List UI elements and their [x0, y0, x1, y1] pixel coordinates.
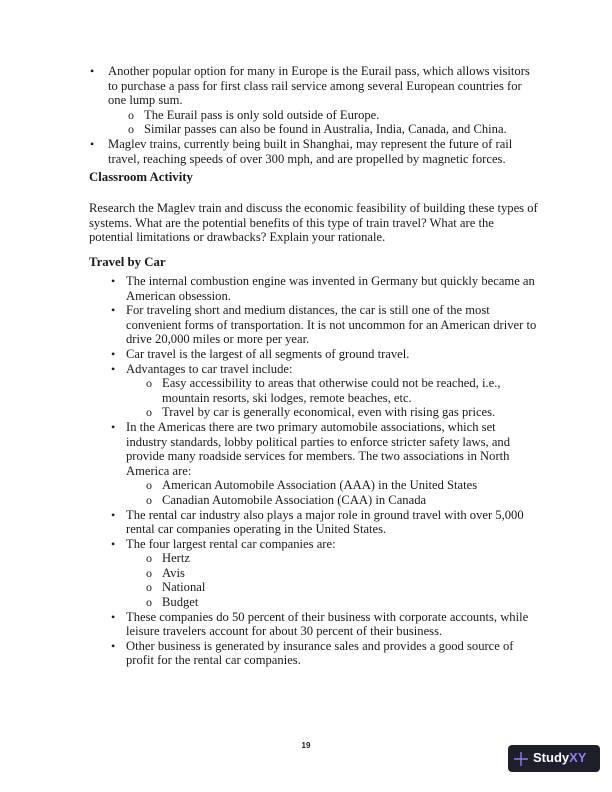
circle-bullet-icon: o	[146, 492, 152, 507]
list-item	[0, 639, 540, 668]
bullet-icon: •	[90, 136, 95, 151]
list-item-text: Another popular option for many in Europe is the Eurail pass, which allows visitors to purchase a pass for first class rail service among several European countries for one lump sum.	[108, 64, 530, 108]
sub-list-item	[0, 376, 542, 405]
sub-list-item-text: American Automobile Association (AAA) in the United States	[162, 478, 478, 493]
list-item-text: The rental car industry also plays a major role in ground travel with over 5,000 rental car companies operating in the United States.	[126, 507, 524, 537]
list-item	[0, 347, 540, 362]
sub-list-item-text: Hertz	[162, 551, 190, 566]
studyxy-logo	[508, 745, 600, 772]
circle-bullet-icon: o	[128, 122, 134, 137]
classroom-activity-body: Research the Maglev train and discuss the economic feasibility of building these types of systems. What are the potential benefits of this type of train travel? What are the potential limitations or drawbacks? Explain your rationale.	[89, 201, 538, 245]
sub-list-item	[0, 478, 542, 493]
sub-list-item	[0, 122, 544, 137]
sub-list-item-text: Travel by car is generally economical, even with rising gas prices.	[162, 405, 496, 420]
circle-bullet-icon: o	[128, 107, 134, 122]
list-item	[0, 508, 540, 537]
bullet-icon: •	[111, 419, 116, 434]
sub-list-item	[0, 580, 542, 595]
list-item	[0, 64, 540, 108]
logo-text-accent: XY	[569, 750, 587, 766]
list-item-text: Other business is generated by insurance sales and provides a good source of profit for the rental car companies.	[126, 638, 514, 668]
sub-list-item-text: Easy accessibility to areas that otherwise could not be reached, i.e., mountain resorts, ski lodges, remote beaches, etc.	[162, 376, 501, 405]
sub-list-item	[0, 493, 542, 508]
sub-list-item-text: Budget	[162, 595, 199, 610]
sub-list-item-text: Canadian Automobile Association (CAA) in Canada	[162, 492, 427, 507]
page-number: 19	[301, 741, 311, 750]
circle-bullet-icon: o	[146, 405, 152, 420]
bullet-icon: •	[111, 507, 116, 522]
sub-list-item	[0, 405, 542, 420]
circle-bullet-icon: o	[146, 551, 152, 566]
list-item-text: The four largest rental car companies are:	[126, 536, 336, 551]
list-item-text: Advantages to car travel include:	[126, 361, 293, 376]
list-item-text: These companies do 50 percent of their business with corporate accounts, while leisure travelers account for about 30 percent of their business.	[126, 609, 529, 639]
circle-bullet-icon: o	[146, 580, 152, 595]
classroom-activity-heading: Classroom Activity	[89, 170, 193, 184]
list-item	[0, 303, 540, 347]
bullet-icon: •	[111, 638, 116, 653]
list-item	[0, 362, 540, 377]
list-item	[0, 537, 540, 552]
list-item	[0, 274, 540, 303]
travel-by-car-heading: Travel by Car	[89, 255, 166, 269]
sub-list-item-text: The Eurail pass is only sold outside of Europe.	[144, 107, 380, 122]
sub-list-item	[0, 551, 542, 566]
list-item	[0, 420, 540, 478]
rail-bullet-list	[0, 64, 612, 166]
circle-bullet-icon: o	[146, 565, 152, 580]
list-item-text: In the Americas there are two primary automobile associations, which set industry standards, lobby political parties to enforce stricter safety laws, and provide many roadside services for members. The two associations in North America are:	[126, 419, 510, 478]
bullet-icon: •	[111, 609, 116, 624]
sub-list-item	[0, 108, 544, 123]
list-item	[0, 610, 540, 639]
list-item-text: Maglev trains, currently being built in Shanghai, may represent the future of rail travel, reaching speeds of over 300 mph, and are propelled by magnetic forces.	[108, 136, 513, 166]
circle-bullet-icon: o	[146, 478, 152, 493]
list-item-text: Car travel is the largest of all segments of ground travel.	[126, 346, 410, 361]
list-item-text: For traveling short and medium distances, the car is still one of the most convenient forms of transportation. It is not uncommon for an American driver to drive 20,000 miles or more per year.	[126, 303, 537, 347]
sub-list-item-text: National	[162, 580, 206, 595]
bullet-icon: •	[111, 536, 116, 551]
sub-list-item	[0, 566, 542, 581]
sub-list-item-text: Avis	[162, 565, 185, 580]
list-item	[0, 137, 540, 166]
sub-list-item-text: Similar passes can also be found in Australia, India, Canada, and China.	[144, 122, 507, 137]
bullet-icon: •	[111, 303, 116, 318]
car-bullet-list	[0, 274, 612, 668]
logo-text-main: Study	[533, 750, 570, 766]
circle-bullet-icon: o	[146, 376, 152, 391]
plus-icon	[514, 752, 528, 766]
circle-bullet-icon: o	[146, 595, 152, 610]
bullet-icon: •	[111, 361, 116, 376]
sub-list-item	[0, 595, 542, 610]
bullet-icon: •	[111, 346, 116, 361]
list-item-text: The internal combustion engine was invented in Germany but quickly became an American obsession.	[126, 274, 535, 303]
bullet-icon: •	[111, 274, 116, 288]
bullet-icon: •	[90, 64, 95, 78]
